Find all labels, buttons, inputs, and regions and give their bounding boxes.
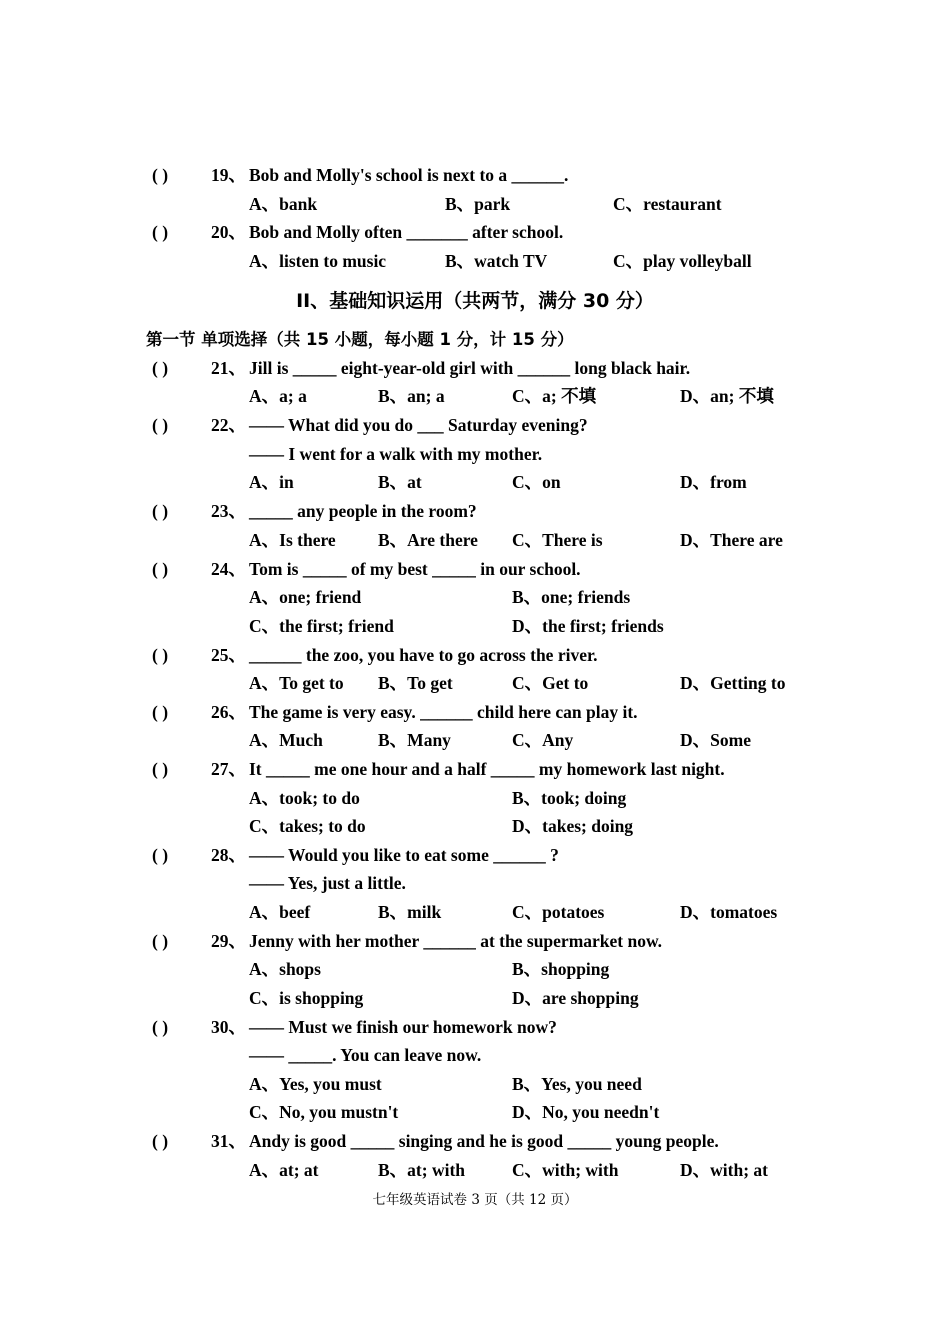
question-stem: Bob and Molly often _______ after school. <box>249 222 564 242</box>
question-stem: —— Would you like to eat some ______ ? <box>249 845 559 865</box>
option-c: C、No, you mustn't <box>249 1102 399 1122</box>
options-30-row1 <box>0 1070 950 1098</box>
option-a: A、in <box>249 472 294 492</box>
options-28 <box>0 898 950 926</box>
options-23 <box>0 526 950 554</box>
question-number: 27、 <box>211 759 246 779</box>
option-c: C、restaurant <box>613 194 722 214</box>
option-b: B、To get <box>378 673 453 693</box>
options-24-row2 <box>0 612 950 640</box>
question-number: 22、 <box>211 415 246 435</box>
answer-paren[interactable]: ( ) <box>152 759 169 779</box>
question-stem-reply: —— _____. You can leave now. <box>249 1045 482 1065</box>
question-29 <box>0 927 950 955</box>
options-19 <box>0 190 950 218</box>
option-a: A、at; at <box>249 1160 319 1180</box>
question-23 <box>0 497 950 525</box>
answer-paren[interactable]: ( ) <box>152 501 169 521</box>
question-28-reply <box>0 869 950 897</box>
options-29-row2 <box>0 984 950 1012</box>
option-b: B、an; a <box>378 386 445 406</box>
question-21 <box>0 354 950 382</box>
option-b: B、at; with <box>378 1160 466 1180</box>
question-28 <box>0 841 950 869</box>
option-a: A、listen to music <box>249 251 387 271</box>
question-number: 20、 <box>211 222 246 242</box>
option-b: B、at <box>378 472 422 492</box>
question-number: 28、 <box>211 845 246 865</box>
question-stem: Bob and Molly's school is next to a ______. <box>249 165 569 185</box>
question-stem: Jill is _____ eight-year-old girl with ______ long black hair. <box>249 358 691 378</box>
option-c: C、a; 不填 <box>512 386 597 406</box>
options-24-row1 <box>0 583 950 611</box>
question-stem-reply: —— I went for a walk with my mother. <box>249 444 543 464</box>
option-d: D、an; 不填 <box>680 386 774 406</box>
question-stem: Andy is good _____ singing and he is good _____ young people. <box>249 1131 719 1151</box>
answer-paren[interactable]: ( ) <box>152 415 169 435</box>
question-26 <box>0 698 950 726</box>
answer-paren[interactable]: ( ) <box>152 222 169 242</box>
answer-paren[interactable]: ( ) <box>152 559 169 579</box>
question-stem: —— What did you do ___ Saturday evening? <box>249 415 588 435</box>
option-a: A、To get to <box>249 673 344 693</box>
option-c: C、on <box>512 472 561 492</box>
option-a: A、a; a <box>249 386 307 406</box>
option-c: C、is shopping <box>249 988 364 1008</box>
option-b: B、one; friends <box>512 587 631 607</box>
option-a: A、Is there <box>249 530 336 550</box>
question-24 <box>0 555 950 583</box>
question-31 <box>0 1127 950 1155</box>
option-b: B、Many <box>378 730 451 750</box>
option-c: C、potatoes <box>512 902 605 922</box>
question-19 <box>0 161 950 189</box>
question-stem-reply: —— Yes, just a little. <box>249 873 406 893</box>
answer-paren[interactable]: ( ) <box>152 702 169 722</box>
question-27 <box>0 755 950 783</box>
option-d: D、Getting to <box>680 673 786 693</box>
question-number: 24、 <box>211 559 246 579</box>
options-26 <box>0 726 950 754</box>
option-d: D、with; at <box>680 1160 768 1180</box>
option-a: A、beef <box>249 902 311 922</box>
options-30-row2 <box>0 1098 950 1126</box>
option-d: D、are shopping <box>512 988 639 1008</box>
answer-paren[interactable]: ( ) <box>152 1131 169 1151</box>
options-21 <box>0 382 950 410</box>
question-22 <box>0 411 950 439</box>
subsection-title: 第一节 单项选择（共 15 小题，每小题 1 分，计 15 分） <box>146 330 574 349</box>
answer-paren[interactable]: ( ) <box>152 165 169 185</box>
option-b: B、shopping <box>512 959 610 979</box>
answer-paren[interactable]: ( ) <box>152 845 169 865</box>
question-number: 30、 <box>211 1017 246 1037</box>
option-b: B、watch TV <box>445 251 548 271</box>
section-title: II、基础知识运用（共两节，满分 30 分） <box>296 290 654 312</box>
question-stem: ______ the zoo, you have to go across the river. <box>249 645 598 665</box>
answer-paren[interactable]: ( ) <box>152 358 169 378</box>
option-d: D、takes; doing <box>512 816 634 836</box>
option-d: D、There are <box>680 530 783 550</box>
question-20 <box>0 218 950 246</box>
answer-paren[interactable]: ( ) <box>152 1017 169 1037</box>
options-27-row2 <box>0 812 950 840</box>
page-footer: 七年级英语试卷 3 页（共 12 页） <box>372 1192 578 1208</box>
option-c: C、Any <box>512 730 574 750</box>
question-number: 23、 <box>211 501 246 521</box>
question-stem: It _____ me one hour and a half _____ my homework last night. <box>249 759 725 779</box>
question-25 <box>0 641 950 669</box>
option-d: D、tomatoes <box>680 902 778 922</box>
option-d: D、from <box>680 472 747 492</box>
option-c: C、play volleyball <box>613 251 752 271</box>
question-30 <box>0 1013 950 1041</box>
question-number: 19、 <box>211 165 246 185</box>
question-stem: Tom is _____ of my best _____ in our school. <box>249 559 581 579</box>
question-stem: —— Must we finish our homework now? <box>249 1017 557 1037</box>
option-b: B、Yes, you need <box>512 1074 642 1094</box>
option-c: C、the first; friend <box>249 616 394 636</box>
option-c: C、takes; to do <box>249 816 366 836</box>
question-number: 31、 <box>211 1131 246 1151</box>
question-number: 26、 <box>211 702 246 722</box>
option-d: D、Some <box>680 730 751 750</box>
option-b: B、Are there <box>378 530 478 550</box>
option-d: D、No, you needn't <box>512 1102 660 1122</box>
question-30-reply <box>0 1041 950 1069</box>
answer-paren[interactable]: ( ) <box>152 645 169 665</box>
question-number: 21、 <box>211 358 246 378</box>
question-number: 29、 <box>211 931 246 951</box>
option-c: C、There is <box>512 530 603 550</box>
options-25 <box>0 669 950 697</box>
question-stem: _____ any people in the room? <box>249 501 477 521</box>
option-a: A、one; friend <box>249 587 362 607</box>
options-31 <box>0 1156 950 1184</box>
option-a: A、shops <box>249 959 321 979</box>
options-29-row1 <box>0 955 950 983</box>
options-20 <box>0 247 950 275</box>
question-number: 25、 <box>211 645 246 665</box>
options-27-row1 <box>0 784 950 812</box>
option-c: C、with; with <box>512 1160 619 1180</box>
option-b: B、milk <box>378 902 442 922</box>
option-a: A、Much <box>249 730 323 750</box>
option-a: A、Yes, you must <box>249 1074 382 1094</box>
options-22 <box>0 468 950 496</box>
option-c: C、Get to <box>512 673 589 693</box>
question-stem: The game is very easy. ______ child here can play it. <box>249 702 638 722</box>
question-stem: Jenny with her mother ______ at the supermarket now. <box>249 931 663 951</box>
option-d: D、the first; friends <box>512 616 664 636</box>
option-a: A、bank <box>249 194 318 214</box>
option-b: B、took; doing <box>512 788 627 808</box>
answer-paren[interactable]: ( ) <box>152 931 169 951</box>
question-22-reply <box>0 440 950 468</box>
option-b: B、park <box>445 194 511 214</box>
option-a: A、took; to do <box>249 788 360 808</box>
